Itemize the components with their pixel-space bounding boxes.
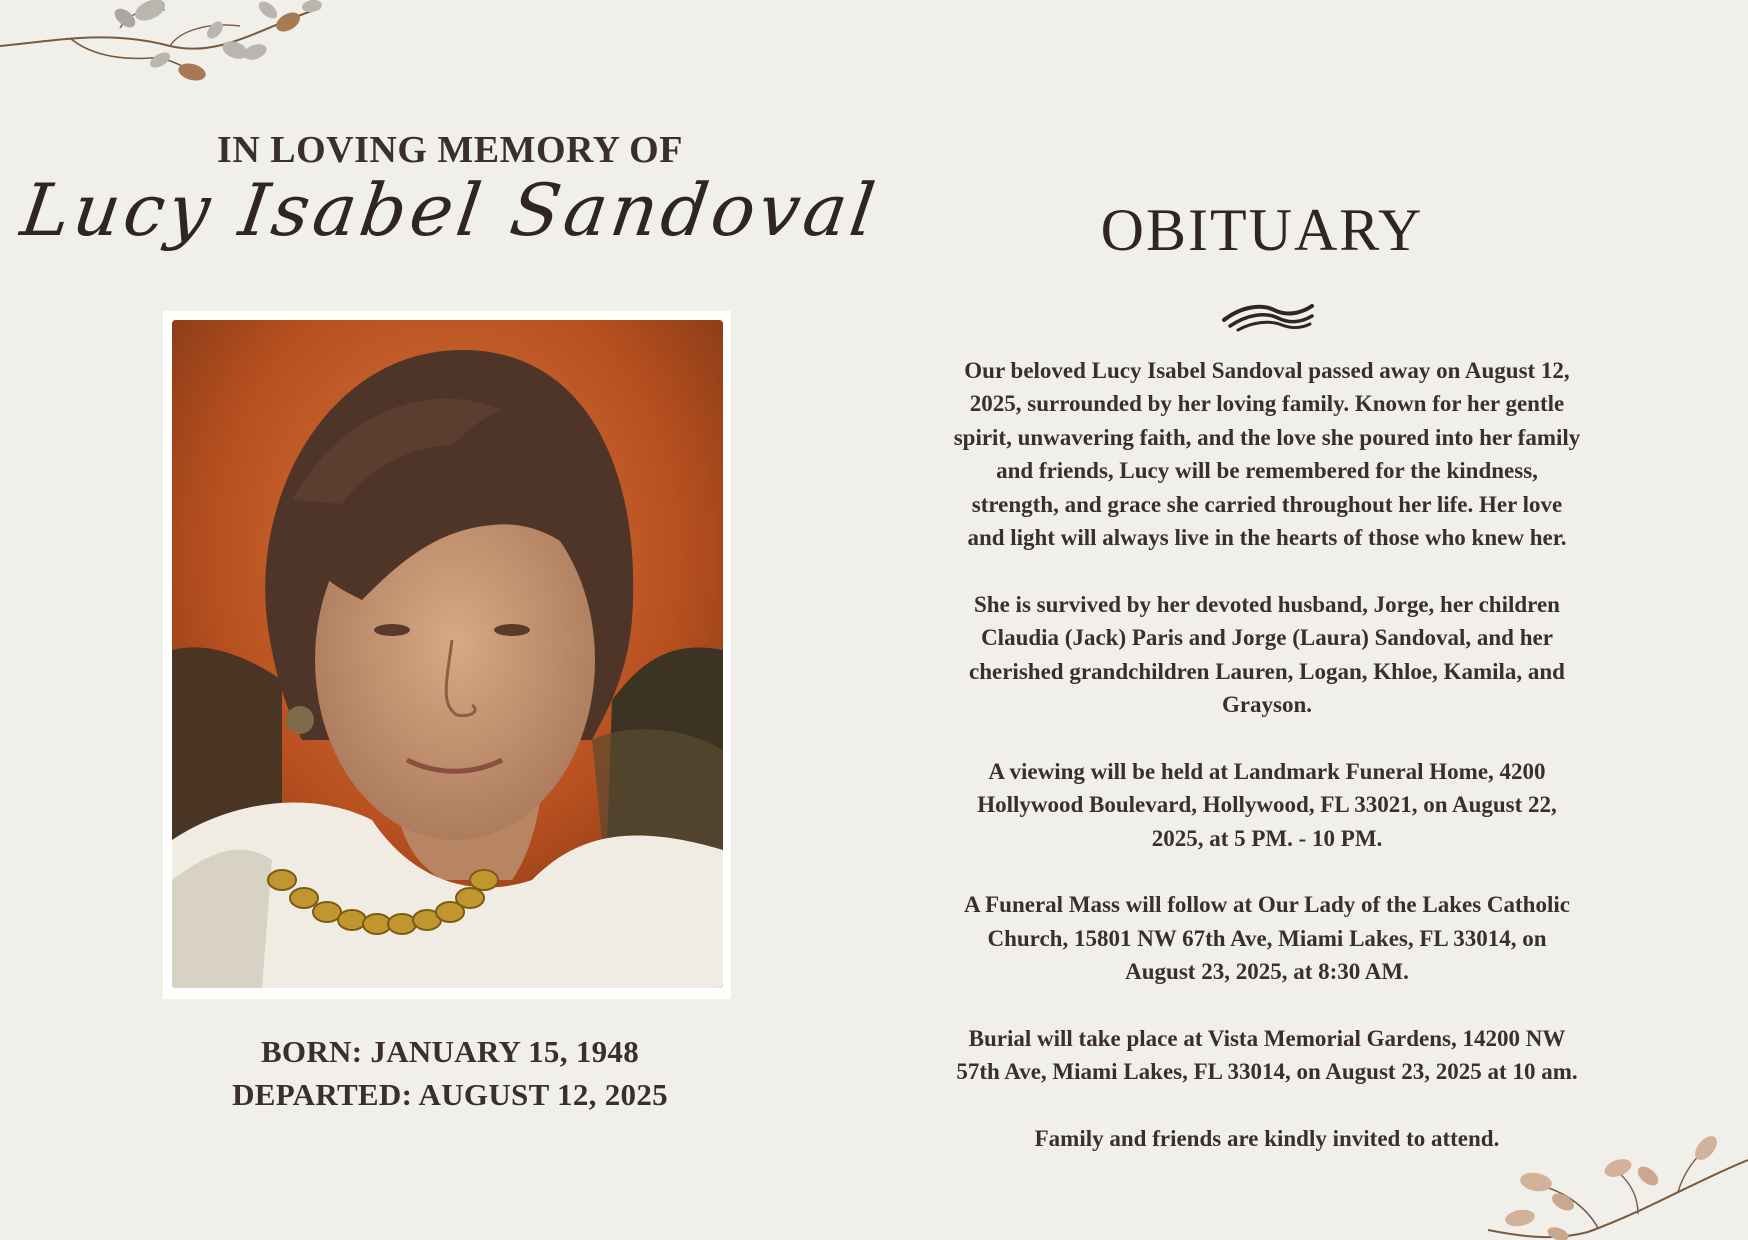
portrait-frame — [163, 311, 731, 999]
obituary-paragraph-funeral-mass: A Funeral Mass will follow at Our Lady of the Lakes Catholic Church, 15801 NW 67th Ave, Miami Lakes, FL 33014, on August 23, 2025, at 8:30 AM. — [964, 892, 1570, 985]
portrait-illustration — [172, 320, 723, 988]
memorial-heading: IN LOVING MEMORY OF — [217, 129, 683, 171]
born-date: BORN: JANUARY 15, 1948 — [260, 1034, 640, 1069]
obituary-title: OBITUARY — [1100, 197, 1424, 263]
deceased-name: Lucy Isabel Sandoval — [16, 168, 884, 252]
obituary-body — [952, 354, 1582, 1156]
obituary-paragraph-survivors: She is survived by her devoted husband, Jorge, her children Claudia (Jack) Paris and Jorge (Laura) Sandoval, and her cherished grandchildren Lauren, Logan, Khloe, Kamila, and Grayson. — [969, 591, 1565, 718]
portrait-photo — [172, 320, 723, 988]
obituary-paragraph-invitation: Family and friends are kindly invited to attend. — [1034, 1126, 1500, 1152]
obituary-paragraph-burial: Burial will take place at Vista Memorial Gardens, 14200 NW 57th Ave, Miami Lakes, FL 33014, on August 23, 2025 at 10 am. — [956, 1026, 1578, 1085]
life-dates — [0, 1030, 900, 1116]
departed-date: DEPARTED: AUGUST 12, 2025 — [232, 1077, 668, 1112]
obituary-paragraph-intro: Our beloved Lucy Isabel Sandoval passed away on August 12, 2025, surrounded by her loving family. Known for her gentle spirit, unwavering faith, and the love she poured into her family and friends, Lucy will be remembered for the kindness, strength, and grace she carried throughout her life. Her love and light will always live in the hearts of those who knew her. — [953, 358, 1581, 551]
obituary-paragraph-viewing: A viewing will be held at Landmark Funeral Home, 4200 Hollywood Boulevard, Hollywood, FL 33021, on August 22, 2025, at 5 PM. - 10 PM. — [977, 758, 1557, 851]
wave-divider-icon — [1222, 298, 1314, 332]
